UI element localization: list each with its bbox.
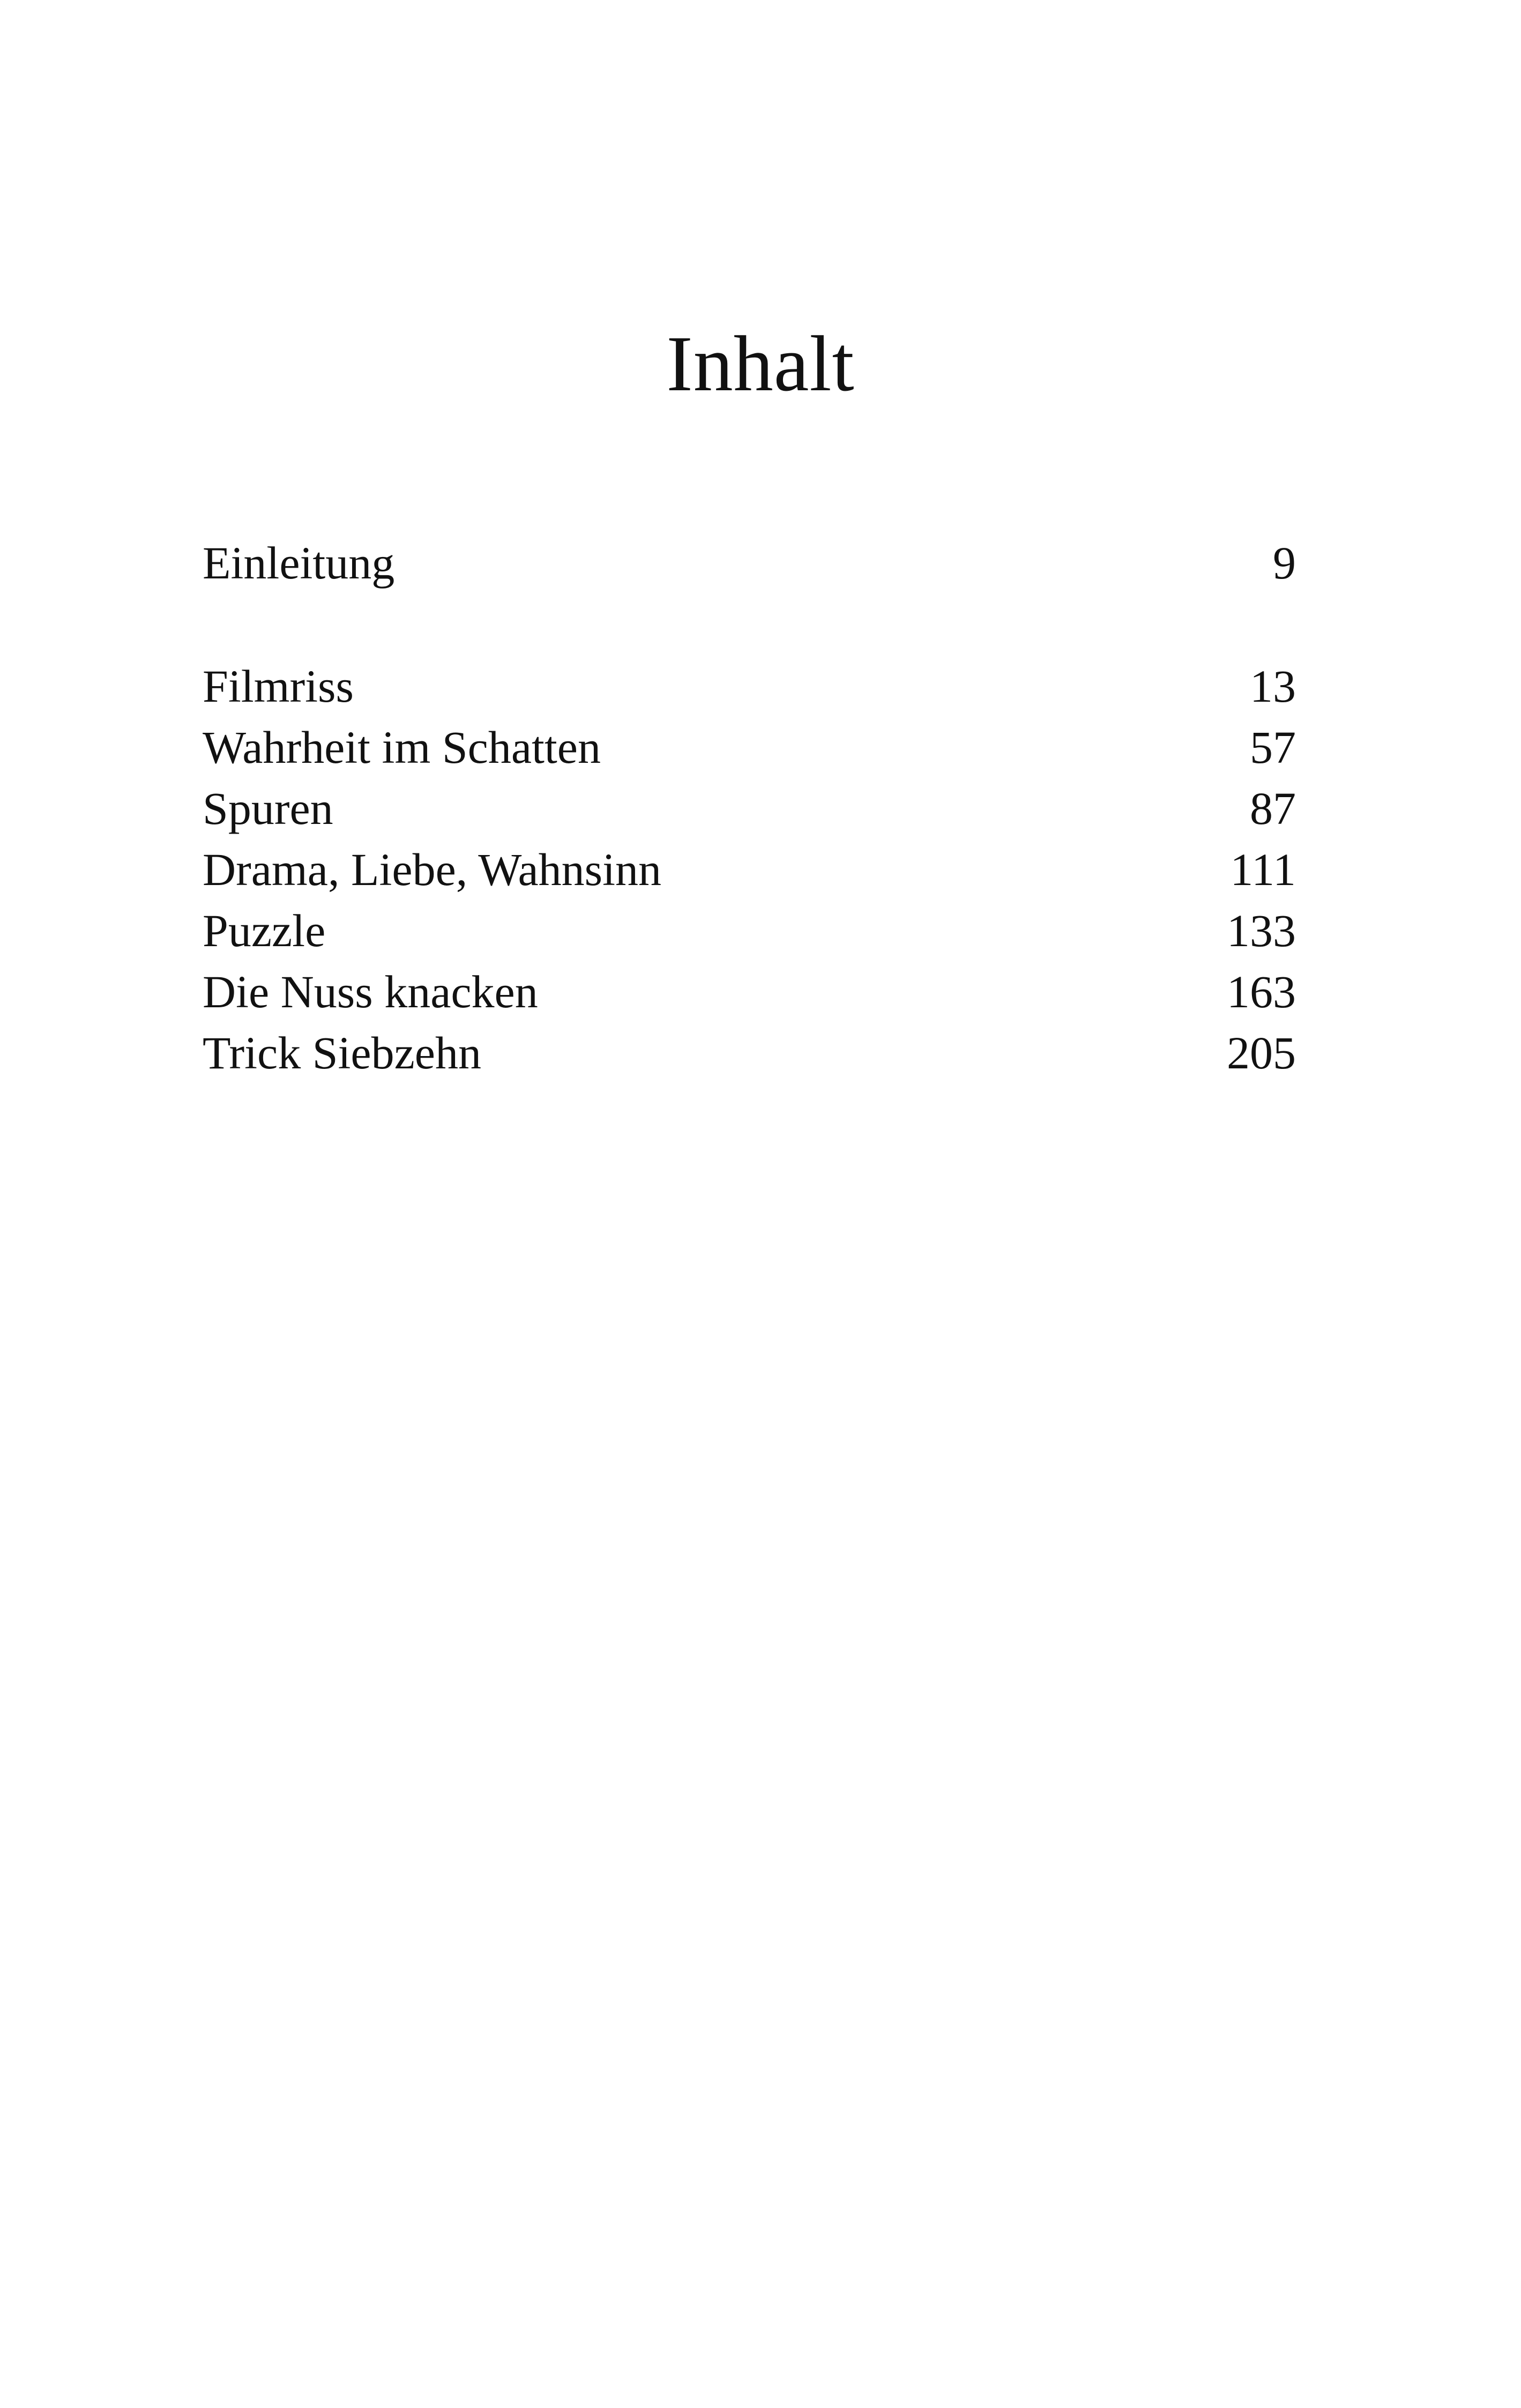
toc-entry-label: Einleitung (203, 537, 395, 589)
toc-entry-filmriss[interactable] (203, 654, 1296, 718)
toc-entry-label: Die Nuss knacken (203, 966, 538, 1017)
toc-entry-page-number: 9 (1273, 537, 1296, 589)
toc-entry-die-nuss-knacken[interactable] (203, 960, 1296, 1024)
toc-entry-label: Wahrheit im Schatten (203, 722, 601, 773)
toc-entry-page-number: 87 (1250, 783, 1296, 834)
toc-entry-page-number: 133 (1227, 905, 1296, 956)
table-of-contents (203, 0, 1296, 2408)
toc-entry-drama-liebe-wahnsinn[interactable] (203, 837, 1296, 902)
toc-entry-page-number: 13 (1250, 660, 1296, 712)
toc-entry-label: Spuren (203, 783, 333, 834)
toc-entry-puzzle[interactable] (203, 898, 1296, 963)
toc-entry-spuren[interactable] (203, 776, 1296, 841)
page-title: Inhalt (666, 320, 855, 408)
toc-entry-label: Puzzle (203, 905, 326, 956)
toc-entry-page-number: 57 (1250, 722, 1296, 773)
toc-entry-label: Drama, Liebe, Wahnsinn (203, 844, 662, 895)
toc-entry-label: Trick Siebzehn (203, 1027, 481, 1079)
toc-entry-page-number: 163 (1227, 966, 1296, 1017)
toc-entry-page-number: 111 (1230, 844, 1296, 895)
toc-entry-wahrheit-im-schatten[interactable] (203, 715, 1296, 779)
toc-entry-einleitung[interactable] (203, 531, 1296, 595)
toc-entry-page-number: 205 (1227, 1027, 1296, 1079)
toc-entry-trick-siebzehn[interactable] (203, 1021, 1296, 1085)
toc-entry-label: Filmriss (203, 660, 354, 712)
